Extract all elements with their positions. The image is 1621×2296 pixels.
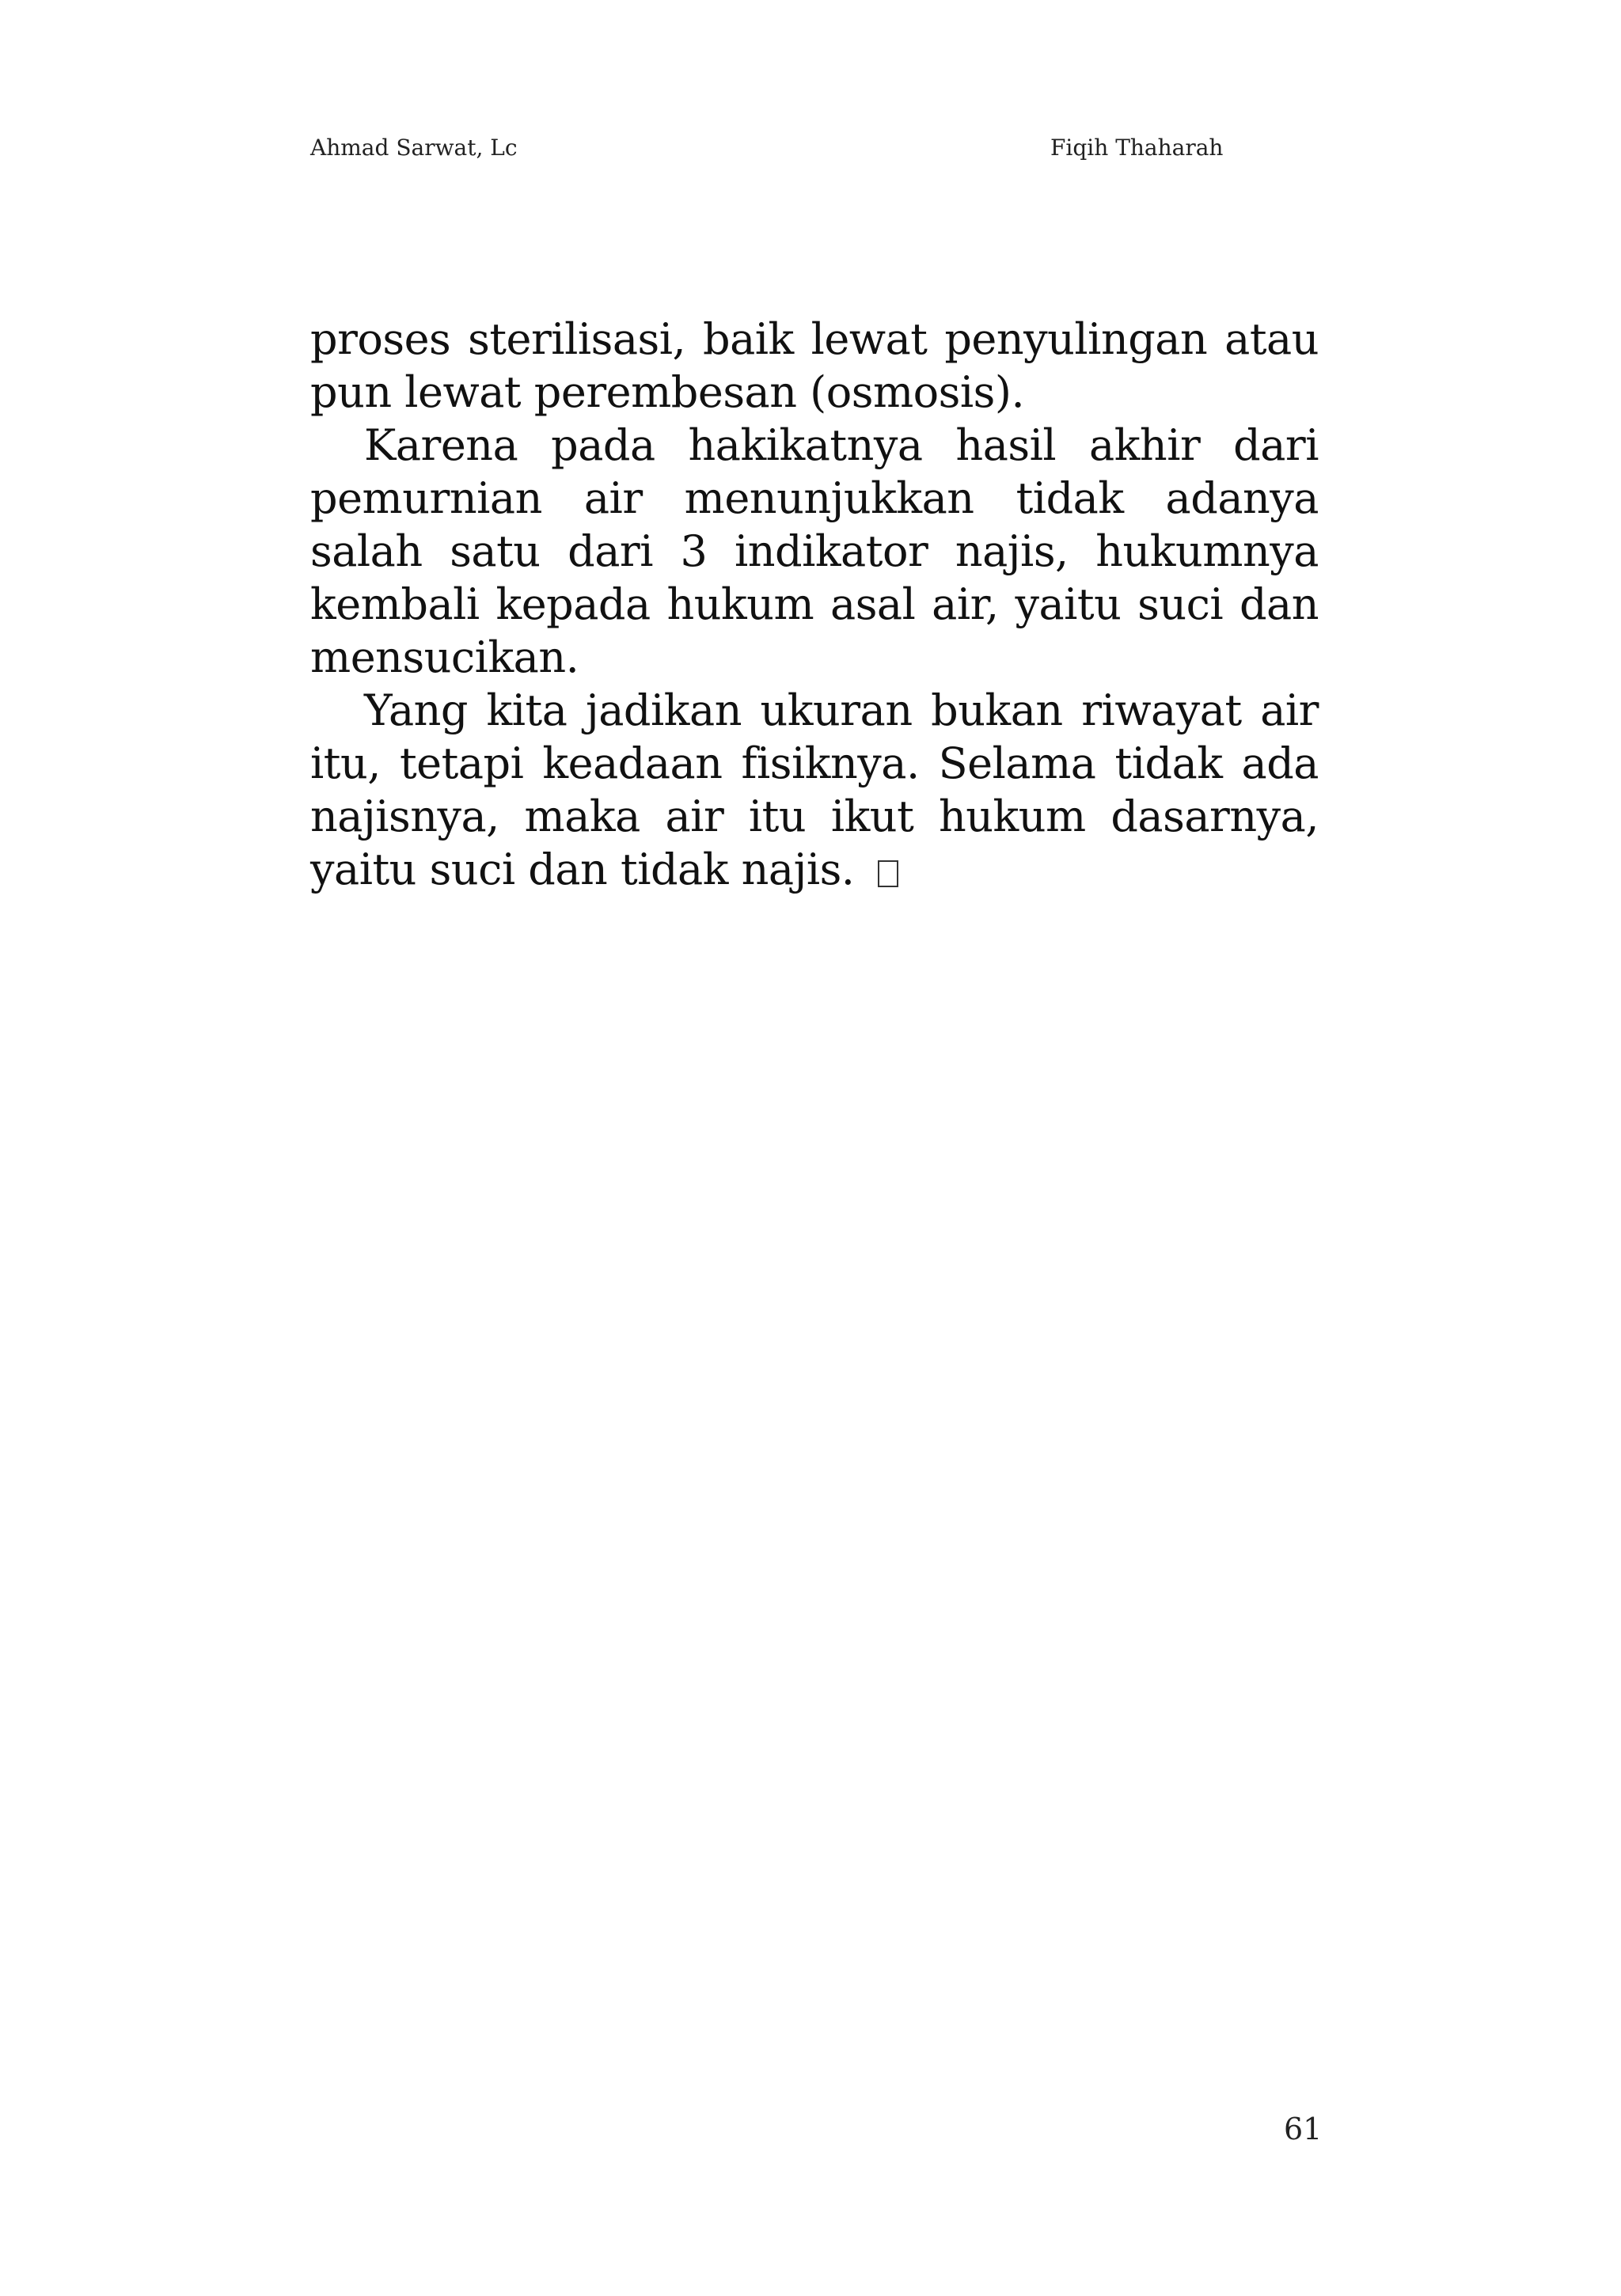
page-number: 61 — [1284, 2112, 1323, 2146]
running-header — [310, 135, 1224, 166]
paragraph-last — [310, 684, 1319, 896]
paragraph: Karena pada hakikatnya hasil akhir dari pemurnian air menunjukkan tidak adanya salah satu dari 3 indikator najis, hukumnya kembali kepada hukum asal air, yaitu suci dan mensucikan. — [310, 420, 1319, 682]
end-of-chapter-square-icon — [878, 860, 898, 887]
paragraph-text: Yang kita jadikan ukuran bukan riwayat air itu, tetapi keadaan fisiknya. Selama tidak ada najisnya, maka air itu ikut hukum dasarnya, yaitu suci dan tidak najis. — [310, 685, 1319, 894]
paragraph-continuation: proses sterilisasi, baik lewat penyulingan atau pun lewat perembesan (osmosis). — [310, 314, 1319, 417]
body-text — [310, 313, 1319, 896]
header-author: Ahmad Sarwat, Lc — [310, 135, 518, 161]
header-book-title: Fiqih Thaharah — [1050, 135, 1224, 161]
